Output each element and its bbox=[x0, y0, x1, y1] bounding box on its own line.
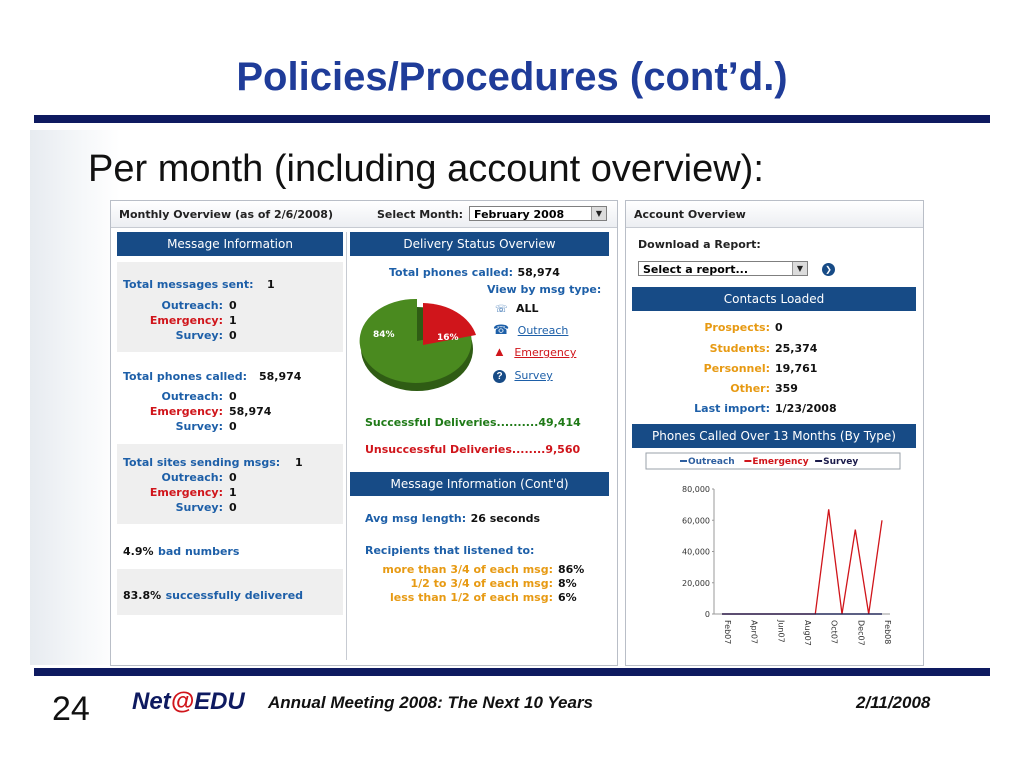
footer-text: Annual Meeting 2008: The Next 10 Years bbox=[268, 693, 594, 712]
phones-emergency-value: 58,974 bbox=[229, 405, 272, 418]
recipients-row-value: 6% bbox=[558, 591, 577, 604]
pie-label-success: 84% bbox=[373, 330, 395, 340]
account-overview-panel bbox=[625, 200, 924, 666]
phones-chart-header: Phones Called Over 13 Months (By Type) bbox=[632, 424, 916, 448]
logo-at: @ bbox=[170, 688, 195, 715]
recipients-row-value: 86% bbox=[558, 563, 585, 576]
bad-numbers-row bbox=[123, 542, 239, 560]
legend-label: Survey bbox=[823, 457, 859, 467]
phones-outreach-value: 0 bbox=[229, 390, 237, 403]
page-number: 24 bbox=[52, 690, 90, 728]
x-tick-label: Oct07 bbox=[829, 620, 839, 645]
delivery-pie-chart bbox=[355, 283, 485, 401]
legend-label: Outreach bbox=[688, 457, 735, 467]
top-divider bbox=[34, 115, 990, 123]
phone-icon: ☎ bbox=[493, 322, 510, 337]
message-info-cont-header: Message Information (Cont'd) bbox=[350, 472, 609, 496]
account-overview-title: Account Overview bbox=[634, 208, 746, 221]
series-line-emergency bbox=[722, 509, 882, 614]
bad-numbers-pct: 4.9% bbox=[123, 545, 154, 558]
total-sent-value: 1 bbox=[267, 278, 275, 291]
last-import-label: Last import: bbox=[694, 402, 770, 415]
chevron-down-icon[interactable]: ▼ bbox=[792, 262, 807, 275]
survey-label: Survey: bbox=[175, 329, 223, 342]
y-tick-label: 0 bbox=[704, 610, 710, 619]
contact-value: 19,761 bbox=[775, 362, 818, 375]
sites-emergency-value: 1 bbox=[229, 486, 237, 499]
delivery-status-header: Delivery Status Overview bbox=[350, 232, 609, 256]
x-tick-label: Dec07 bbox=[856, 620, 866, 646]
slide-title: Policies/Procedures (cont’d.) bbox=[236, 55, 788, 99]
monthly-overview-panel bbox=[110, 200, 618, 666]
bottom-divider bbox=[34, 668, 990, 676]
slide-subtitle: Per month (including account overview): bbox=[88, 148, 764, 190]
total-sent-label: Total messages sent: bbox=[123, 278, 254, 291]
report-select[interactable] bbox=[638, 261, 808, 276]
go-arrow-icon[interactable]: ❯ bbox=[822, 263, 835, 276]
avg-length-value: 26 seconds bbox=[470, 512, 541, 525]
sites-value: 1 bbox=[295, 456, 303, 469]
contact-value: 25,374 bbox=[775, 342, 818, 355]
last-import-value: 1/23/2008 bbox=[775, 402, 837, 415]
net-edu-logo bbox=[132, 688, 245, 716]
sites-survey-value: 0 bbox=[229, 501, 237, 514]
x-tick-label: Feb08 bbox=[883, 620, 892, 645]
month-select[interactable] bbox=[469, 206, 607, 221]
phones-survey-value: 0 bbox=[229, 420, 237, 433]
survey-value: 0 bbox=[229, 329, 237, 342]
recipients-row-label: 1/2 to 3/4 of each msg: bbox=[410, 577, 553, 590]
sites-outreach-label: Outreach: bbox=[161, 471, 223, 484]
message-info-header: Message Information bbox=[117, 232, 343, 256]
type-outreach-row[interactable] bbox=[493, 321, 568, 339]
type-survey-row[interactable] bbox=[493, 366, 553, 384]
contact-value: 0 bbox=[775, 321, 783, 334]
month-select-value: February 2008 bbox=[474, 208, 565, 221]
x-tick-label: Jun07 bbox=[776, 620, 786, 643]
phones-outreach-label: Outreach: bbox=[161, 390, 223, 403]
type-all-label: ALL bbox=[515, 302, 539, 315]
sites-survey-label: Survey: bbox=[175, 501, 223, 514]
sites-emergency-label: Emergency: bbox=[149, 486, 223, 499]
x-tick-label: Feb07 bbox=[723, 620, 732, 645]
report-select-value: Select a report... bbox=[643, 263, 749, 276]
sites-outreach-value: 0 bbox=[229, 471, 237, 484]
delivery-total-value: 58,974 bbox=[517, 266, 560, 279]
view-by-type-label: View by msg type: bbox=[487, 283, 602, 296]
outreach-value: 0 bbox=[229, 299, 237, 312]
recipients-row-value: 8% bbox=[558, 577, 577, 590]
y-tick-label: 20,000 bbox=[682, 578, 710, 588]
footer-date: 2/11/2008 bbox=[856, 693, 931, 712]
avg-length-label: Avg msg length: bbox=[365, 512, 467, 525]
column-divider bbox=[346, 232, 347, 660]
y-tick-label: 80,000 bbox=[682, 485, 710, 494]
successful-deliveries: Successful Deliveries..........49,414 bbox=[365, 416, 581, 429]
x-tick-label: Aug07 bbox=[803, 620, 812, 646]
recipients-label: Recipients that listened to: bbox=[365, 544, 535, 557]
avg-length-row bbox=[365, 509, 540, 527]
select-month-label: Select Month: bbox=[377, 208, 464, 221]
outreach-label: Outreach: bbox=[161, 299, 223, 312]
sites-label: Total sites sending msgs: bbox=[123, 456, 281, 469]
success-label: successfully delivered bbox=[165, 589, 304, 602]
success-row bbox=[123, 586, 303, 604]
question-icon: ? bbox=[493, 370, 506, 383]
download-report-label: Download a Report: bbox=[638, 238, 761, 251]
phones-line-chart bbox=[632, 451, 916, 661]
type-emergency-row[interactable] bbox=[493, 343, 576, 361]
sites-box bbox=[117, 444, 343, 524]
chevron-down-icon[interactable]: ▼ bbox=[591, 207, 606, 220]
phones-called-box bbox=[117, 352, 343, 442]
logo-net: Net bbox=[132, 688, 171, 715]
logo-edu: EDU bbox=[194, 688, 245, 715]
legend-label: Emergency bbox=[752, 457, 809, 467]
y-tick-label: 40,000 bbox=[682, 547, 710, 557]
phone-all-icon: ☏ bbox=[495, 304, 508, 315]
emergency-link[interactable]: Emergency bbox=[514, 346, 577, 359]
contact-value: 359 bbox=[775, 382, 798, 395]
contact-label: Personnel: bbox=[703, 362, 770, 375]
x-tick-label: Apr07 bbox=[749, 620, 759, 645]
messages-sent-box bbox=[117, 262, 343, 352]
y-tick-label: 60,000 bbox=[682, 516, 710, 526]
outreach-link[interactable]: Outreach bbox=[517, 324, 569, 337]
phones-called-value: 58,974 bbox=[259, 370, 302, 383]
unsuccessful-deliveries: Unsuccessful Deliveries........9,560 bbox=[365, 443, 581, 456]
recipients-row-label: less than 1/2 of each msg: bbox=[389, 591, 553, 604]
contact-label: Students: bbox=[709, 342, 770, 355]
emergency-label: Emergency: bbox=[149, 314, 223, 327]
background-pillars-image bbox=[30, 130, 120, 665]
phones-emergency-label: Emergency: bbox=[149, 405, 223, 418]
emergency-value: 1 bbox=[229, 314, 237, 327]
contact-label: Prospects: bbox=[704, 321, 770, 334]
bad-numbers-label: bad numbers bbox=[157, 545, 240, 558]
contact-label: Other: bbox=[730, 382, 770, 395]
phones-survey-label: Survey: bbox=[175, 420, 223, 433]
survey-link[interactable]: Survey bbox=[514, 369, 553, 382]
warning-icon: ▲ bbox=[493, 344, 506, 359]
success-pct: 83.8% bbox=[123, 589, 162, 602]
type-all-row[interactable] bbox=[495, 299, 539, 317]
success-box bbox=[117, 569, 343, 615]
delivery-total-label: Total phones called: bbox=[389, 266, 514, 279]
delivery-total-row bbox=[389, 263, 560, 281]
recipients-row-label: more than 3/4 of each msg: bbox=[382, 563, 553, 576]
monthly-overview-title: Monthly Overview (as of 2/6/2008) bbox=[119, 208, 333, 221]
contacts-loaded-header: Contacts Loaded bbox=[632, 287, 916, 311]
phones-called-label: Total phones called: bbox=[123, 370, 248, 383]
pie-label-fail: 16% bbox=[437, 333, 459, 343]
